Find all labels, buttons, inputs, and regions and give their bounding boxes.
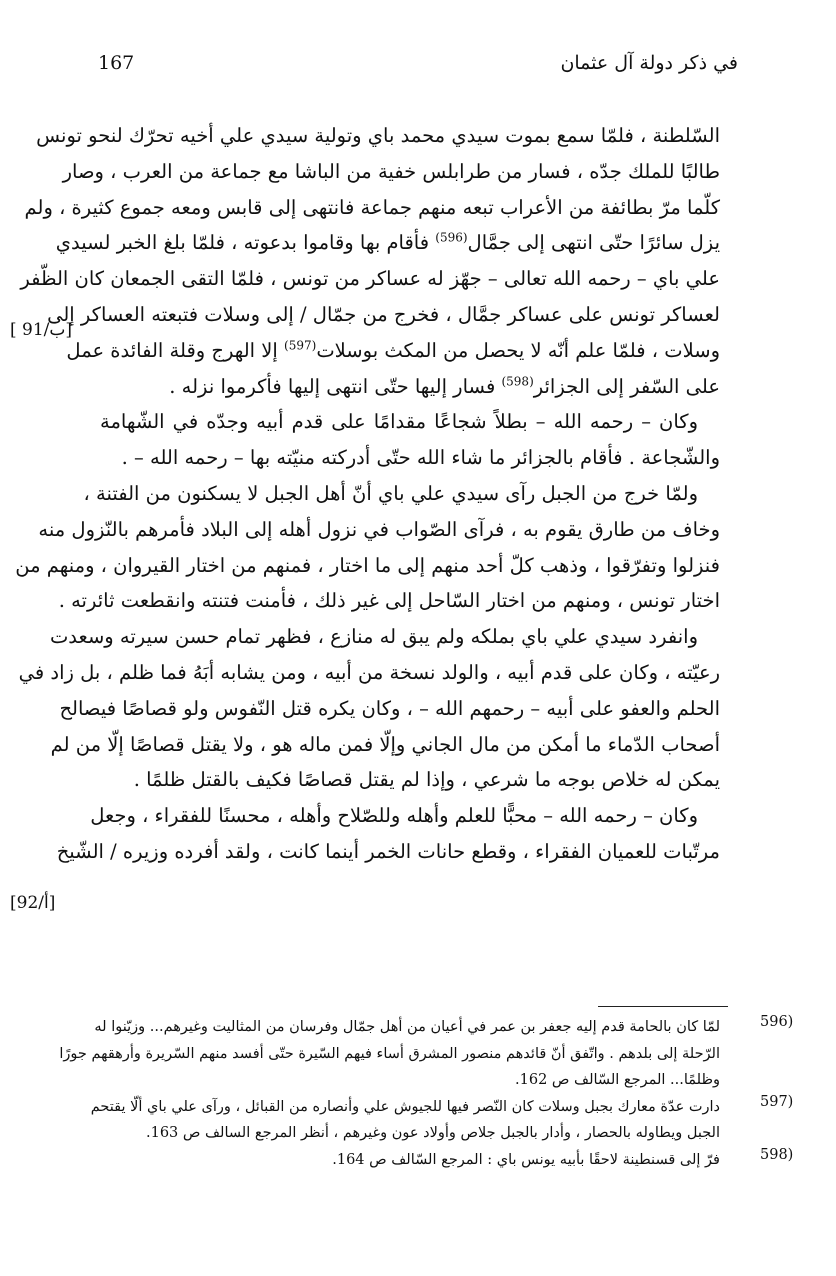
footnote-number: 597)	[760, 1093, 794, 1110]
text-line	[66, 333, 720, 369]
text-line	[100, 440, 720, 476]
footnote-rule	[598, 1006, 728, 1007]
text-line	[50, 727, 720, 763]
text-segment: اختار تونس ، ومنهم من اختار السّاحل إلى غير ذلك ، فأمنت فتنته وانقطعت ثائرته .	[58, 589, 720, 613]
text-segment: يزل سائرًا حتّى انتهى إلى جمَّال	[467, 231, 720, 255]
text-segment: وانفرد سيدي علي باي بملكه ولم يبق له منازع ، فظهر تمام حسن سيرته وسعدت	[49, 625, 698, 649]
text-segment: السّلطنة ، فلمّا سمع بموت سيدي محمد باي وتولية سيدي علي أخيه تحرّك لنحو تونس	[36, 124, 720, 147]
text-segment: وخاف من طارق يقوم به ، فرآى الصّواب في نزول أهله إلى البلاد فأمرهم بالنّزول منه	[38, 517, 720, 541]
text-line	[36, 118, 720, 154]
footnotes	[59, 1014, 720, 1174]
text-line	[59, 691, 720, 727]
text-line	[58, 583, 720, 619]
text-segment: كلّما مرّ بطائفة من الأعراب تبعه منهم جماعة فانتهى إلى قابس ومعه جموع كثيرة ، ولم	[24, 195, 720, 219]
footnote-line: فرّ إلى قسنطينة لاحقًا بأبيه يونس باي : المرجع السّالف ص 164.	[332, 1151, 720, 1168]
text-segment: إلا الهرج وقلة الفائدة عمل	[66, 338, 285, 362]
text-line	[100, 404, 720, 440]
text-segment: فنزلوا وتفرّقوا ، وذهب كلّ أحد منهم إلى ما اختار ، فمنهم من اختار القيروان ، ومنهم من	[15, 553, 720, 577]
text-line	[90, 798, 720, 834]
footnote-marker: (597)	[284, 338, 317, 353]
text-line	[83, 476, 720, 512]
text-segment: أصحاب الدّماء ما أمكن من مال الجاني وإلّا فمن ماله هو ، ولا يقتل قصاصًا إلّا من لم	[50, 732, 720, 756]
text-line	[47, 297, 720, 333]
text-segment: ولمّا خرج من الجبل رآى سيدي علي باي أنّ أهل الجبل لا يسكنون من الفتنة ،	[83, 481, 698, 505]
margin-note-folio-91b: [ 91/ب]	[10, 320, 73, 340]
footnote-line: وظلمًا... المرجع السّالف ص 162.	[515, 1072, 720, 1089]
text-line	[100, 762, 720, 798]
text-line	[62, 154, 720, 190]
footnote-marker: (596)	[435, 230, 468, 245]
text-segment: علي باي – رحمه الله تعالى – جهّز له عساكر من تونس ، فلمّا التقى الجمعان كان الظّفر	[20, 267, 720, 291]
text-segment: وسلات ، فلمّا علم أنّه لا يحصل من المكث بوسلات	[316, 338, 720, 362]
text-segment: مرتّبات للعميان الفقراء ، وقطع حانات الخمر أينما كانت ، ولقد أفرده وزيره / الشّيخ	[56, 839, 720, 863]
text-segment: فسار إليها حتّى انتهى إليها فأكرموا نزله .	[169, 374, 502, 398]
text-line	[55, 225, 720, 261]
text-segment: طالبًا للملك جدّه ، فسار من طرابلس خفية من الباشا مع جماعة من العرب ، وصار	[62, 159, 720, 183]
text-segment: والشّجاعة . فأقام بالجزائر ما شاء الله حتّى أدركته منيّته بها – رحمه الله – .	[121, 446, 720, 470]
text-segment: وكان – رحمه الله – بطلاً شجاعًا مقدامًا على قدم أبيه وجدّه في الشّهامة	[100, 410, 698, 434]
text-segment: فأقام بها وقاموا بدعوته ، فلمّا بلغ الخبر لسيدي	[55, 231, 436, 255]
text-line	[56, 834, 720, 870]
running-header: في ذكر دولة آل عثمان	[560, 52, 738, 74]
text-line	[20, 261, 720, 297]
footnote-line: لمّا كان بالحامة قدم إليه جعفر بن عمر في أعيان من أهل جمّال وفرسان من المثاليت وغيرهم... وزيّنوا له	[94, 1019, 720, 1035]
footnote-line: الرّحلة إلى بلدهم . واتّفق أنّ قائدهم منصور المشرق أساء فيهم السّيرة حتّى أفسد منهم السّريرة وأرهقهم جورًا	[59, 1045, 720, 1062]
text-line	[15, 548, 720, 584]
text-segment: يمكن له خلاص بوجه ما شرعي ، وإذا لم يقتل قصاصًا فكيف بالقتل ظلمًا .	[133, 768, 720, 792]
margin-note-folio-92a: [92/أ]	[10, 893, 56, 913]
text-line	[24, 190, 720, 226]
text-line	[38, 512, 720, 548]
footnote-line: دارت عدّة معارك بجبل وسلات كان النّصر فيها للجيوش علي وأنصاره من القبائل ، ورآى علي باي ألّا يقتحم	[90, 1098, 720, 1115]
text-segment: الحلم والعفو على أبيه – رحمهم الله – ، وكان يكره قتل النّفوس ولو قصاصًا فيصالح	[59, 696, 720, 720]
text-segment: لعساكر تونس على عساكر جمَّال ، فخرج من جمّال / إلى وسلات فتبعته العساكر إلى	[47, 302, 720, 326]
text-segment: وكان – رحمه الله – محبًّا للعلم وأهله وللصّلاح وأهله ، محسنًا للفقراء ، وجعل	[90, 804, 698, 828]
footnote-number: 596)	[760, 1014, 794, 1030]
text-segment: على السّفر إلى الجزائر	[533, 374, 720, 398]
text-line	[49, 619, 720, 655]
footnote-number: 598)	[760, 1147, 794, 1163]
text-line	[18, 655, 720, 691]
footnote-line: الجبل ويطاوله بالحصار ، وأدار بالجبل جلاص وأولاد عون وغيرهم ، أنظر المرجع السالف ص 163.	[145, 1125, 720, 1142]
footnote-marker: (598)	[501, 374, 534, 389]
text-line	[100, 369, 720, 405]
text-segment: رعيّته ، وكان على قدم أبيه ، والولد نسخة من أبيه ، ومن يشابه أبَهُ فما ظلم ، بل زاد في	[18, 660, 720, 684]
page-number: 167	[98, 52, 135, 74]
